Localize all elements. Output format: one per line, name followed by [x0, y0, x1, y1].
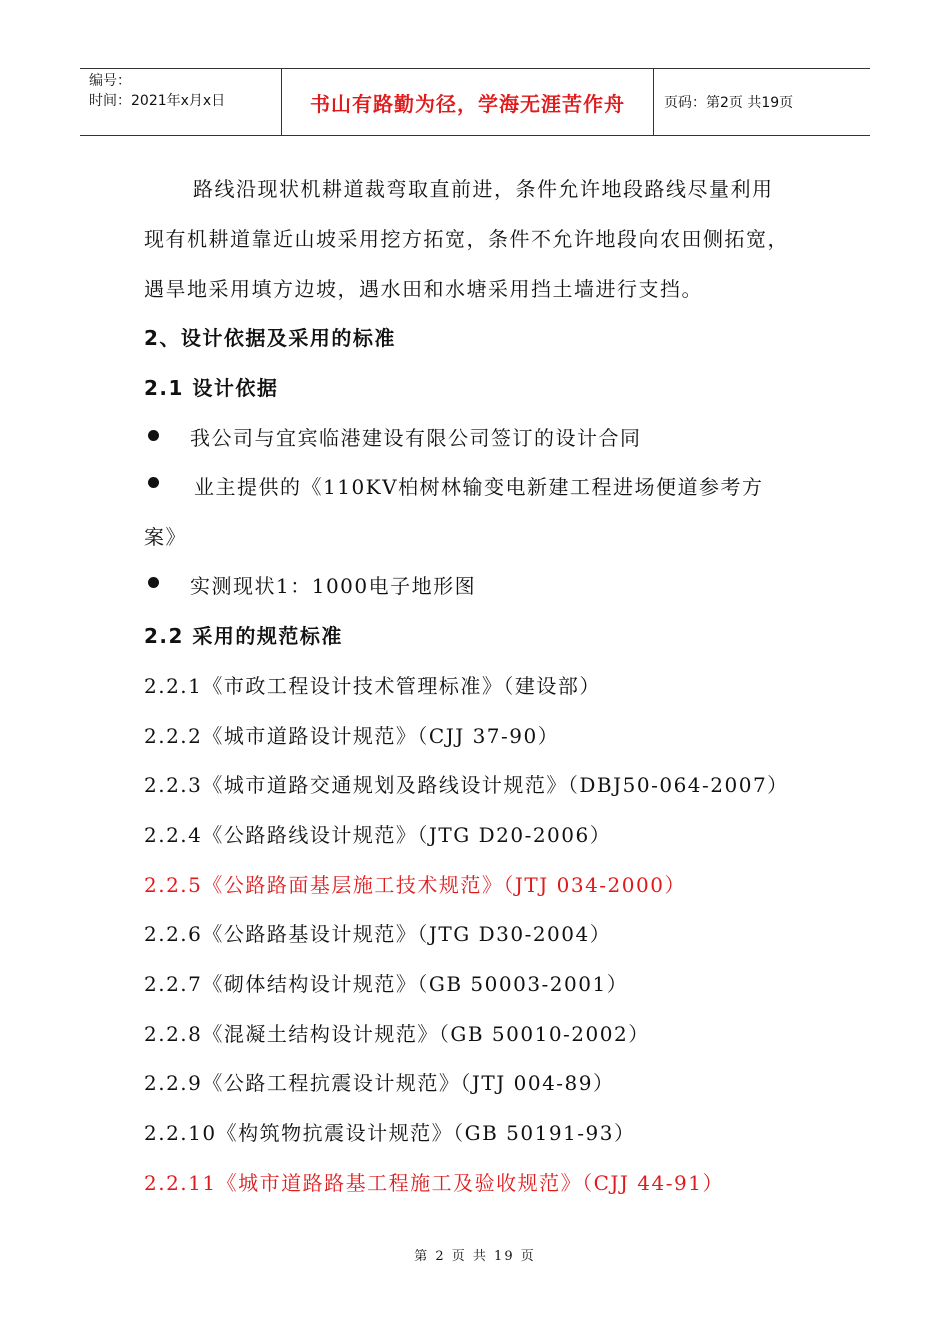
section-2-1-heading: 2.1 设计依据 [144, 376, 279, 400]
page-footer: 第 2 页 共 19 页 [414, 1249, 536, 1264]
header-page-info: 页码：第2页 共19页 [664, 95, 794, 111]
bullet-dot [148, 430, 159, 441]
standard-item: 2.2.6《公路路基设计规范》（JTG D30-2004） [144, 922, 612, 946]
bullet-item: 我公司与宜宾临港建设有限公司签订的设计合同 [190, 426, 642, 450]
section-2-heading: 2、设计依据及采用的标准 [144, 326, 396, 350]
standard-item-highlighted: 2.2.11《城市道路路基工程施工及验收规范》（CJJ 44-91） [144, 1171, 724, 1195]
standard-item: 2.2.8《混凝土结构设计规范》（GB 50010-2002） [144, 1022, 650, 1046]
standard-item-highlighted: 2.2.5《公路路面基层施工技术规范》（JTJ 034-2000） [144, 873, 686, 897]
standard-item: 2.2.1《市政工程设计技术管理标准》（建设部） [144, 674, 601, 698]
bullet-dot [148, 477, 159, 488]
paragraph-line-1: 路线沿现状机耕道裁弯取直前进，条件允许地段路线尽量利用 [193, 177, 774, 201]
header-motto: 书山有路勤为径，学海无涯苦作舟 [282, 69, 654, 135]
bullet-item: 实测现状1：1000电子地形图 [190, 574, 477, 598]
bullet-dot [148, 577, 159, 588]
standard-item: 2.2.3《城市道路交通规划及路线设计规范》（DBJ50-064-2007） [144, 773, 789, 797]
standard-item: 2.2.9《公路工程抗震设计规范》（JTJ 004-89） [144, 1071, 615, 1095]
paragraph-line-3: 遇旱地采用填方边坡，遇水田和水塘采用挡土墙进行支挡。 [144, 277, 703, 301]
header-meta [80, 69, 282, 135]
standard-item: 2.2.4《公路路线设计规范》（JTG D20-2006） [144, 823, 612, 847]
section-2-2-heading: 2.2 采用的规范标准 [144, 624, 343, 648]
doc-date-label: 时间：2021年x月x日 [89, 93, 226, 109]
bullet-item: 业主提供的《110KV柏树林输变电新建工程进场便道参考方 [194, 475, 764, 499]
standard-item: 2.2.7《砌体结构设计规范》（GB 50003-2001） [144, 972, 629, 996]
standard-item: 2.2.10《构筑物抗震设计规范》（GB 50191-93） [144, 1121, 636, 1145]
paragraph-line-2: 现有机耕道靠近山坡采用挖方拓宽，条件不允许地段向农田侧拓宽， [144, 227, 789, 251]
standard-item: 2.2.2《城市道路设计规范》（CJJ 37-90） [144, 724, 560, 748]
doc-number-label: 编号： [89, 73, 131, 89]
page-header [80, 68, 870, 136]
bullet-item-continuation: 案》 [144, 525, 187, 549]
